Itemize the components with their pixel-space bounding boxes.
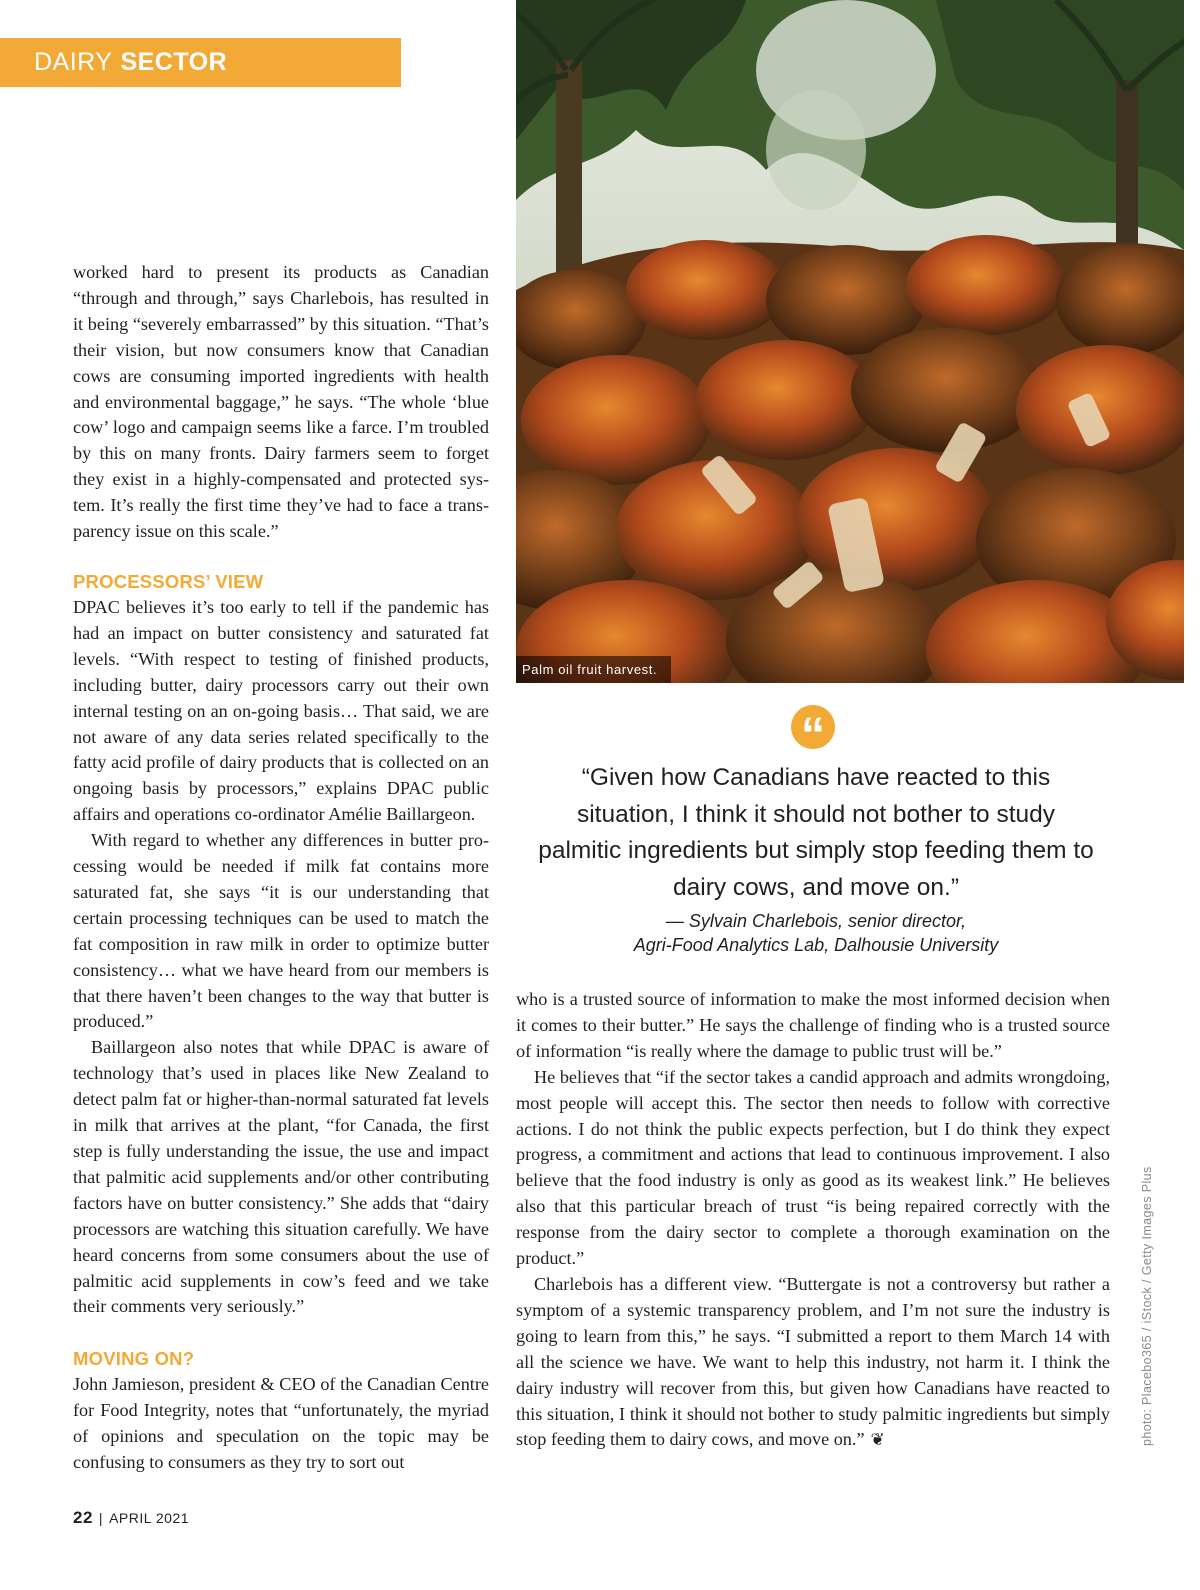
palm-fruit-photo: [516, 0, 1184, 683]
folio-separator: |: [98, 1510, 104, 1526]
right-column: [516, 987, 1110, 1453]
left-paragraph-1: worked hard to present its products as Canadian “through and through,” says Charlebois, has resulted in it being “severely embarrassed” by this situation. “That’s their vision, but now consumers know that Canadian cows are consuming imported ingredients with health and environmental baggage,” he says. “The whole ‘blue cow’ logo and campaign seems like a farce. I’m troubled by this on many fronts. Dairy farmers seem to forget they exist in a highly-compensated and protected system. It’s really the first time they’ve had to face a transparency issue on this scale.”: [73, 262, 489, 542]
banner-label-light: DAIRY: [34, 48, 113, 76]
left-paragraph-4: Baillargeon also notes that while DPAC is aware of technology that’s used in places like New Zealand to detect palm fat or higher-than-normal saturated fat levels in milk that arrives at the plant, “for Canada, the first step is fully understanding the issue, the use and impact that palmitic acid supplements and/or other contributing factors have on butter consistency.” She adds that “dairy processors are watching this situation carefully. We have heard concerns from some consumers about the use of palmitic acid supplements in cow’s feed and we take their comments very seriously.”: [73, 1037, 489, 1317]
attribution-line-2: Agri-Food Analytics Lab, Dalhousie University: [633, 935, 999, 955]
attribution-line-1: — Sylvain Charlebois, senior director,: [665, 911, 967, 931]
subhead-moving-on: MOVING ON?: [73, 1348, 195, 1370]
right-paragraph-1: who is a trusted source of information to make the most informed decision when it comes to their butter.” He says the challenge of finding who is a trusted source of information “is really where the damage to public trust will be.”: [516, 989, 1110, 1061]
left-paragraph-5: John Jamieson, president & CEO of the Canadian Centre for Food Integrity, notes that “unfortunately, the myriad of opinions and speculation on the topic may be confusing to consumers as they try to sort out: [73, 1374, 489, 1473]
photo-caption: Palm oil fruit harvest.: [516, 656, 671, 683]
page-number: 22: [73, 1508, 93, 1527]
left-column: [73, 260, 489, 1476]
banner-label-bold: SECTOR: [120, 48, 228, 76]
pull-quote-attribution: [536, 909, 1096, 957]
end-mark-icon: ❦: [870, 1430, 885, 1450]
page-folio: [73, 1508, 189, 1528]
pull-quote: “Given how Canadians have reacted to this situation, I think it should not bother to study palmitic ingredients but simply stop feeding them to dairy cows, and move on.”: [538, 764, 1094, 901]
issue-date: APRIL 2021: [109, 1510, 190, 1526]
right-paragraph-2: He believes that “if the sector takes a candid approach and admits wrongdoing, most people will accept this. The sector then needs to follow with corrective actions. I do not think the public expects perfection, but I do think they expect progress, a commitment and actions that lead to continuous improvement. I also believe that the food industry is only as good as its weakest link.” He believes also that this particular breach of trust “is being repaired correctly with the response from the dairy sector to complete a thorough examination on the product.”: [516, 1066, 1110, 1269]
photo-credit: photo: Placebo365 / iStock / Getty Images Plus: [1140, 1166, 1154, 1446]
right-paragraph-3: [516, 1272, 1110, 1453]
quote-mark-icon: “: [791, 705, 835, 749]
left-paragraph-2: DPAC believes it’s too early to tell if the pandemic has had an impact on butter consistency and saturated fat levels. “With respect to testing of finished products, including butter, dairy processors carry out their own internal testing on an on-going basis… That said, we are not aware of any data series related specifically to the fatty acid profile of dairy products that is collected on an ongoing basis by processors,” explains DPAC public affairs and operations co-ordinator Amélie Baillargeon.: [73, 596, 489, 825]
section-banner: [0, 38, 401, 87]
photo-illustration: [516, 0, 1184, 683]
subhead-processors-view: PROCESSORS’ VIEW: [73, 570, 264, 592]
right-paragraph-3-text: Charlebois has a different view. “Buttergate is not a controversy but rather a symptom of a systemic transparency problem, and I’m not sure the industry is going to learn from this,” he says. “I submitted a report to them March 14 with all the science we have. We want to help this industry, not harm it. I think the dairy industry will recover from this, but given how Canadians have reacted to this situation, I think it should not bother to study palmitic ingredients but simply stop feeding them to dairy cows, and move on.”: [516, 1273, 1110, 1450]
left-paragraph-3: With regard to whether any differences in butter processing would be needed if milk fat contains more saturated fat, she says “it is our understanding that certain processing techniques can be used to match the fat composition in raw milk in order to optimize butter consistency… what we have heard from our members is that there haven’t been changes to the way that butter is produced.”: [73, 830, 489, 1032]
